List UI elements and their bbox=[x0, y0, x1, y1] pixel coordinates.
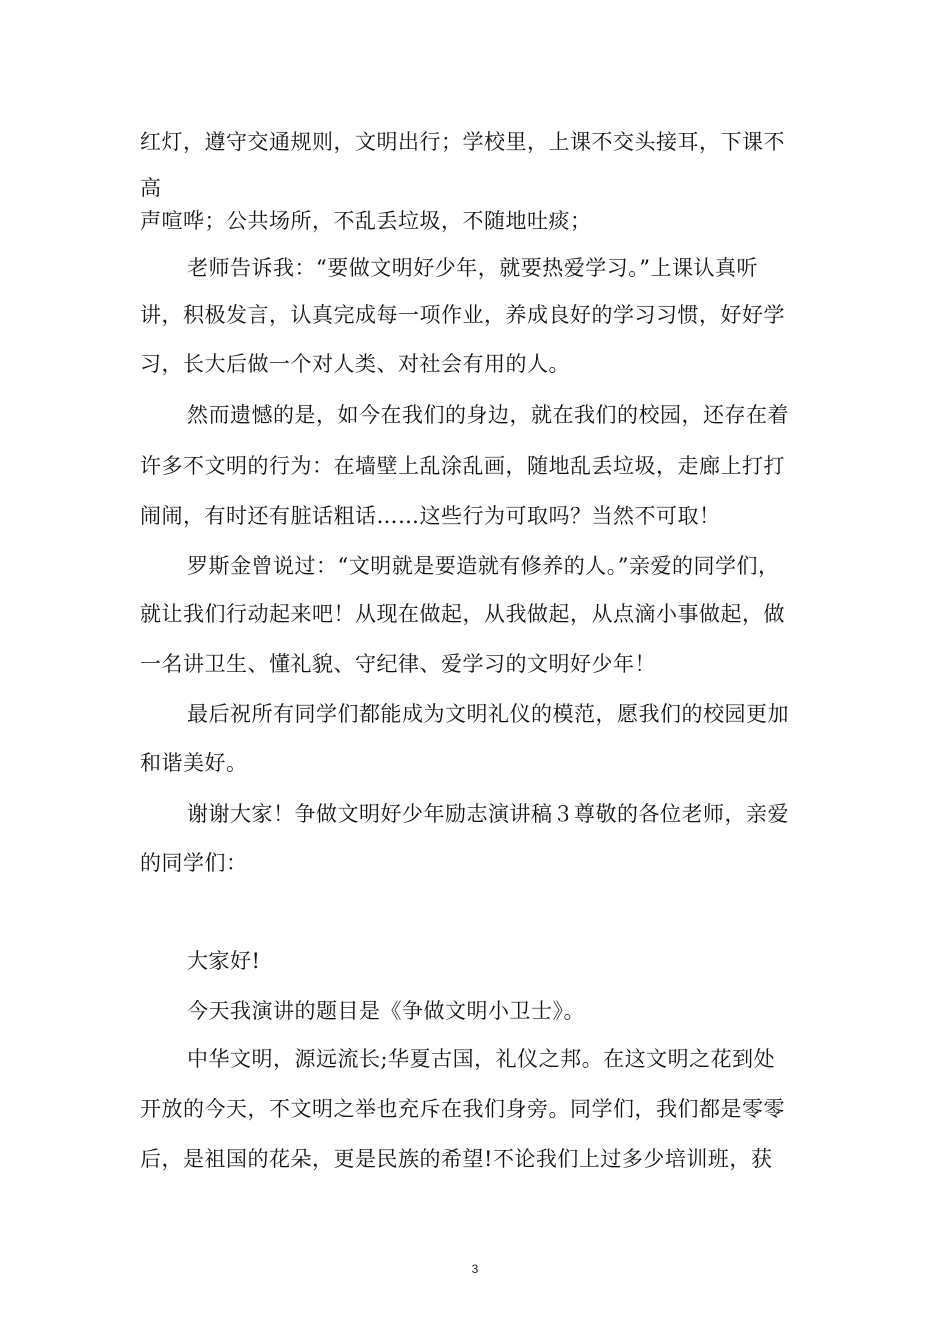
text-line: 后，是祖国的花朵，更是民族的希望!不论我们上过多少培训班，获 bbox=[140, 1147, 773, 1171]
paragraph-start-line: 中华文明，源远流长;华夏古国，礼仪之邦。在这文明之花到处 bbox=[187, 1047, 776, 1071]
text-line: 红灯，遵守交通规则，文明出行；学校里，上课不交头接耳，下课不 bbox=[140, 130, 785, 154]
text-line: 的同学们： bbox=[140, 851, 248, 875]
text-line: 声喧哗；公共场所，不乱丢垃圾，不随地吐痰； bbox=[140, 209, 592, 233]
text-line: 高 bbox=[140, 176, 162, 200]
text-line: 习，长大后做一个对人类、对社会有用的人。 bbox=[140, 352, 570, 376]
text-line: 闹闹，有时还有脏话粗话……这些行为可取吗？当然不可取！ bbox=[140, 504, 721, 528]
greeting-line: 大家好! bbox=[187, 949, 261, 973]
text-line: 和谐美好。 bbox=[140, 751, 248, 775]
text-line: 开放的今天，不文明之举也充斥在我们身旁。同学们，我们都是零零 bbox=[140, 1097, 785, 1121]
paragraph-start-line: 最后祝所有同学们都能成为文明礼仪的模范，愿我们的校园更加 bbox=[187, 702, 789, 726]
paragraph-start-line: 今天我演讲的题目是《争做文明小卫士》。 bbox=[187, 999, 585, 1023]
paragraph-start-line: 谢谢大家！争做文明好少年励志演讲稿３尊敬的各位老师，亲爱 bbox=[187, 802, 789, 826]
text-line: 许多不文明的行为：在墙壁上乱涂乱画，随地乱丢垃圾，走廊上打打 bbox=[140, 454, 785, 478]
text-line: 就让我们行动起来吧！从现在做起，从我做起，从点滴小事做起，做 bbox=[140, 602, 785, 626]
paragraph-start-line: 罗斯金曾说过：“文明就是要造就有修养的人。”亲爱的同学们， bbox=[187, 554, 780, 578]
text-line: 讲，积极发言，认真完成每一项作业，养成良好的学习习惯，好好学 bbox=[140, 303, 785, 327]
page-number: 3 bbox=[471, 1262, 479, 1276]
paragraph-start-line: 老师告诉我：“要做文明好少年，就要热爱学习。”上课认真听 bbox=[187, 256, 758, 280]
paragraph-start-line: 然而遗憾的是，如今在我们的身边，就在我们的校园，还存在着 bbox=[187, 403, 789, 427]
text-line: 一名讲卫生、懂礼貌、守纪律、爱学习的文明好少年！ bbox=[140, 652, 656, 676]
